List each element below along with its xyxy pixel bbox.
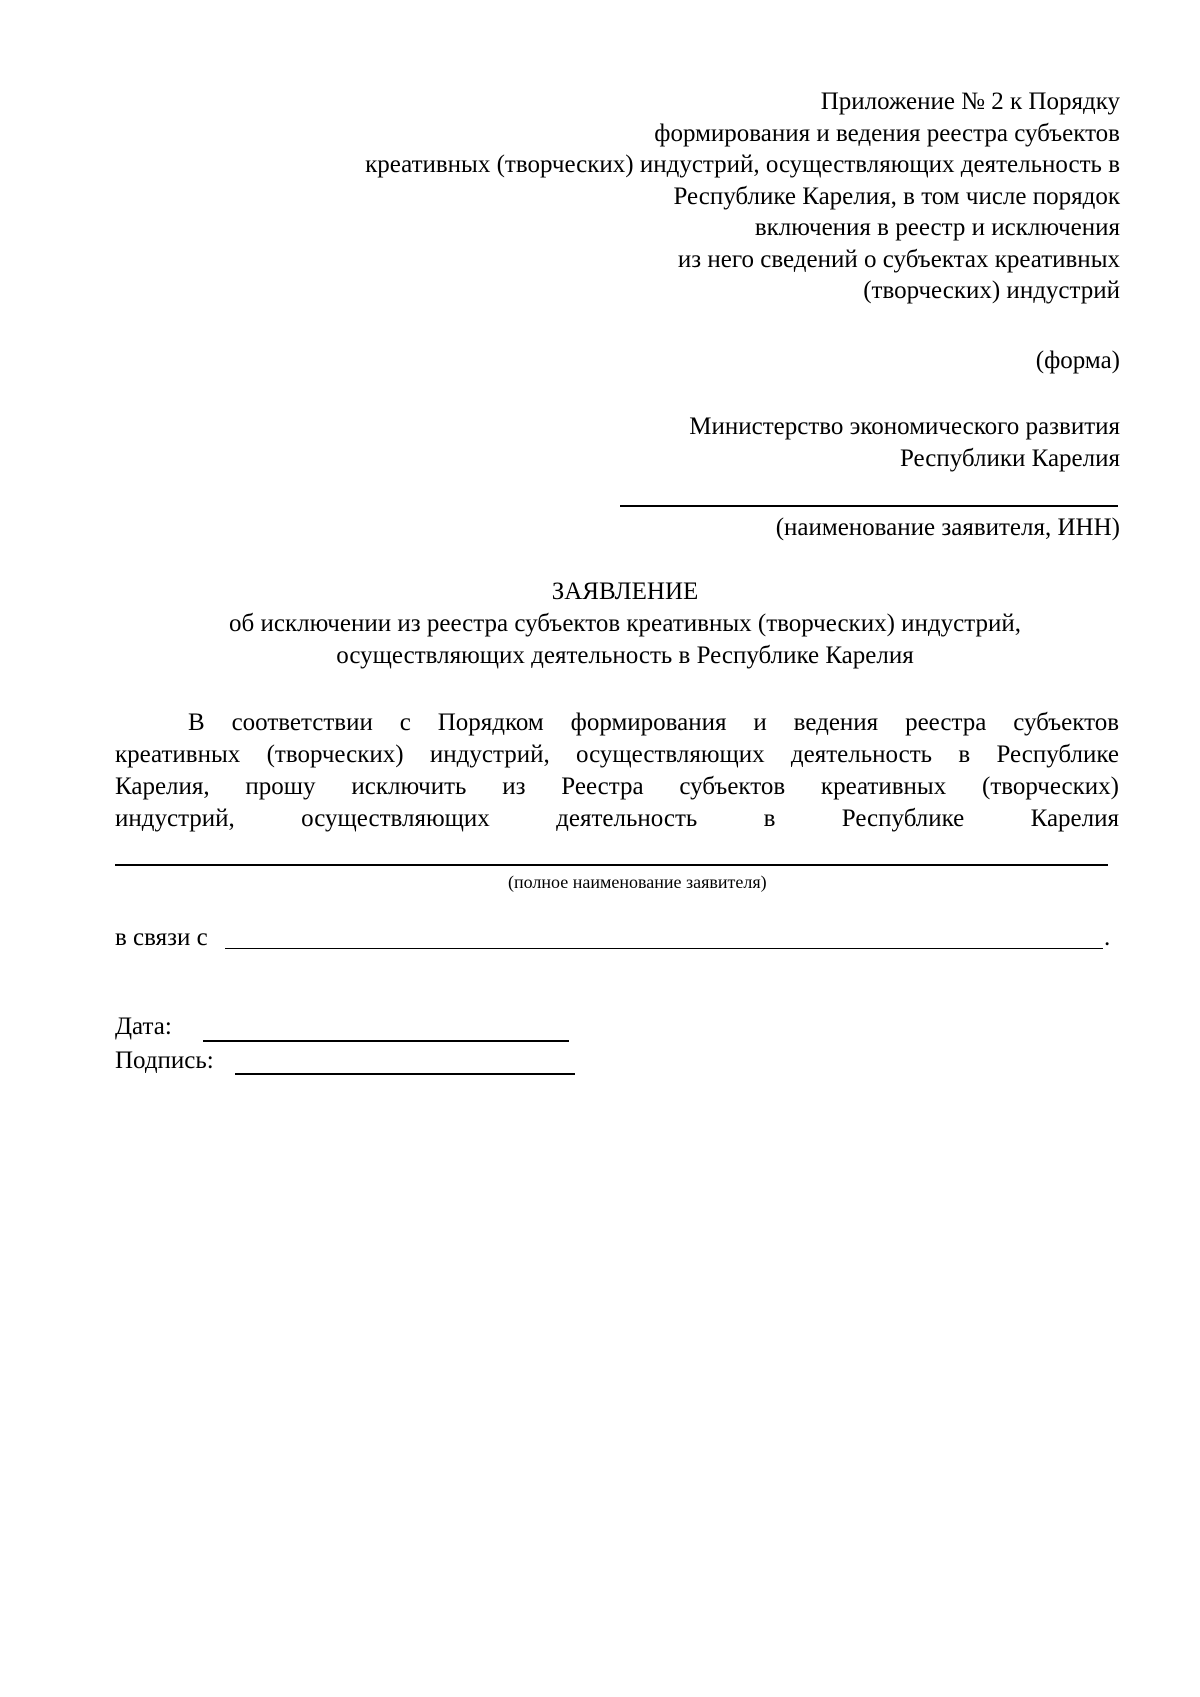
applicant-blank-line[interactable] — [620, 505, 1118, 507]
appendix-line: включения в реестр и исключения — [754, 214, 1120, 241]
document-heading — [0, 576, 1200, 672]
request-paragraph — [115, 707, 1119, 835]
addressee — [689, 411, 1120, 474]
appendix-reference — [220, 86, 1120, 307]
appendix-line: Приложение № 2 к Порядку — [820, 88, 1120, 115]
document-title: ЗАЯВЛЕНИЕ — [551, 578, 699, 605]
applicant-caption: (наименование заявителя, ИНН) — [775, 514, 1120, 541]
date-label: Дата: — [115, 1013, 172, 1040]
paragraph-line: креативных (творческих) индустрий, осуществляющих деятельность в Республике — [115, 741, 1119, 768]
appendix-line: креативных (творческих) индустрий, осуществляющих деятельность в — [365, 151, 1120, 178]
reason-period: . — [1104, 924, 1111, 951]
reason-label: в связи с — [115, 924, 208, 951]
form-label: (форма) — [1035, 347, 1120, 374]
paragraph-line: индустрий, осуществляющих деятельность в Республике Карелия — [115, 805, 1119, 832]
fullname-blank-line[interactable] — [115, 864, 1108, 866]
date-blank-line[interactable] — [203, 1040, 569, 1042]
reason-blank-line[interactable] — [225, 948, 1103, 949]
addressee-line: Республики Карелия — [899, 444, 1120, 472]
appendix-line: формирования и ведения реестра субъектов — [654, 119, 1120, 147]
paragraph-line: В соответствии с Порядком формирования и ведения реестра субъектов — [188, 709, 1119, 736]
paragraph-line: Карелия, прошу исключить из Реестра субъектов креативных (творческих) — [115, 773, 1119, 800]
appendix-line: Республике Карелия, в том числе порядок — [673, 182, 1120, 210]
document-subtitle-line: об исключении из реестра субъектов креативных (творческих) индустрий, — [229, 610, 1021, 637]
appendix-line: (творческих) индустрий — [863, 277, 1120, 304]
signature-blank-line[interactable] — [235, 1073, 575, 1075]
fullname-caption: (полное наименование заявителя) — [508, 872, 767, 892]
addressee-line: Министерство экономического развития — [689, 413, 1120, 440]
appendix-line: из него сведений о субъектах креативных — [677, 245, 1120, 273]
document-subtitle-line: осуществляющих деятельность в Республике Карелия — [336, 642, 914, 669]
signature-label: Подпись: — [115, 1047, 214, 1074]
